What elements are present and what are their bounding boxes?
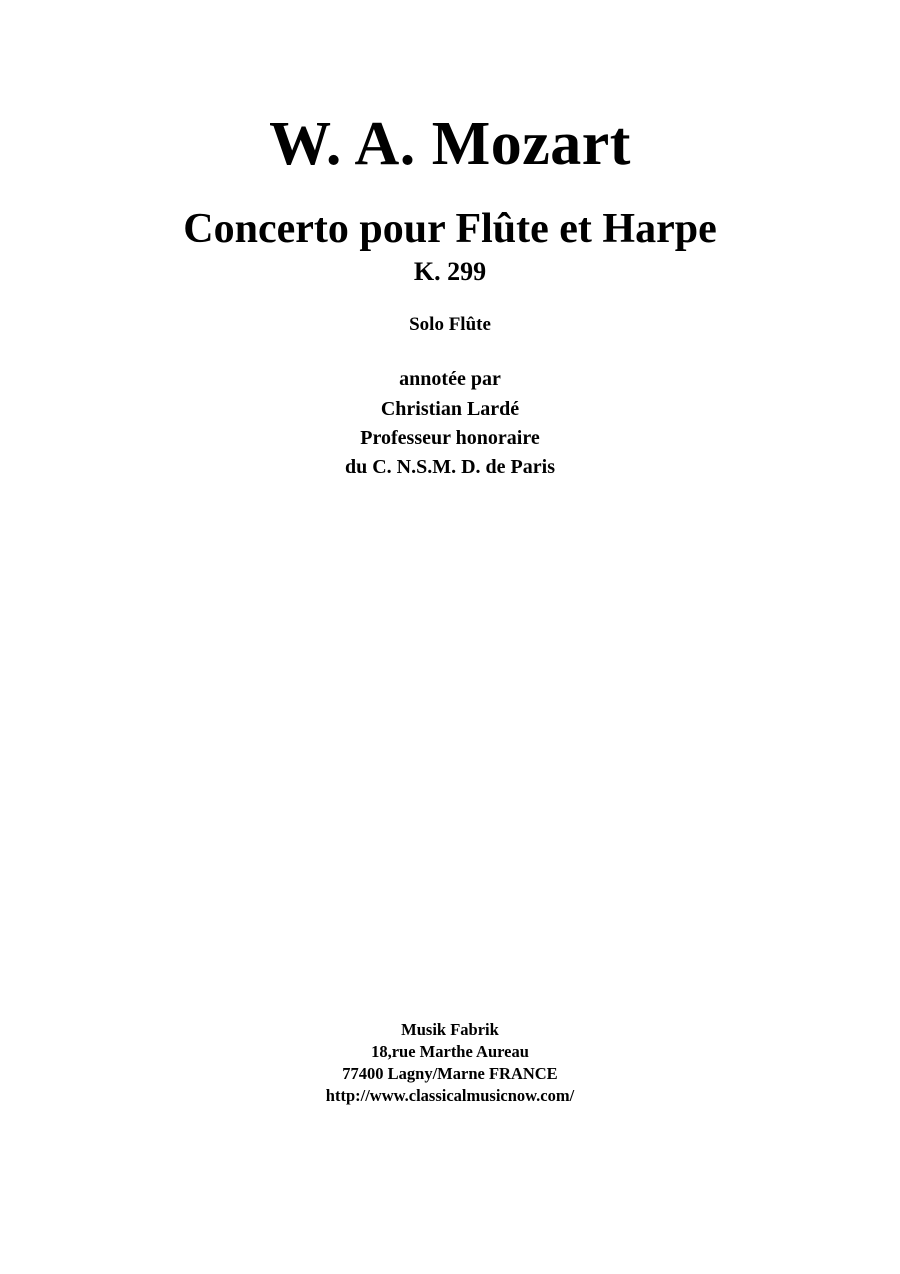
publisher-website: http://www.classicalmusicnow.com/ <box>325 1086 575 1105</box>
work-title: Concerto pour Flûte et Harpe <box>183 206 717 252</box>
catalog-number: K. 299 <box>413 257 487 286</box>
annotator-title: Professeur honoraire <box>360 427 540 449</box>
publisher-name: Musik Fabrik <box>401 1020 499 1039</box>
annotator-institution: du C. N.S.M. D. de Paris <box>344 456 555 478</box>
publisher-street: 18,rue Marthe Aureau <box>371 1042 529 1061</box>
instrument-part: Solo Flûte <box>409 314 491 335</box>
annotator-name: Christian Lardé <box>380 398 520 420</box>
publisher-city: 77400 Lagny/Marne FRANCE <box>342 1064 558 1083</box>
composer-name: W. A. Mozart <box>269 110 631 178</box>
annotation-line: annotée par <box>399 368 501 390</box>
